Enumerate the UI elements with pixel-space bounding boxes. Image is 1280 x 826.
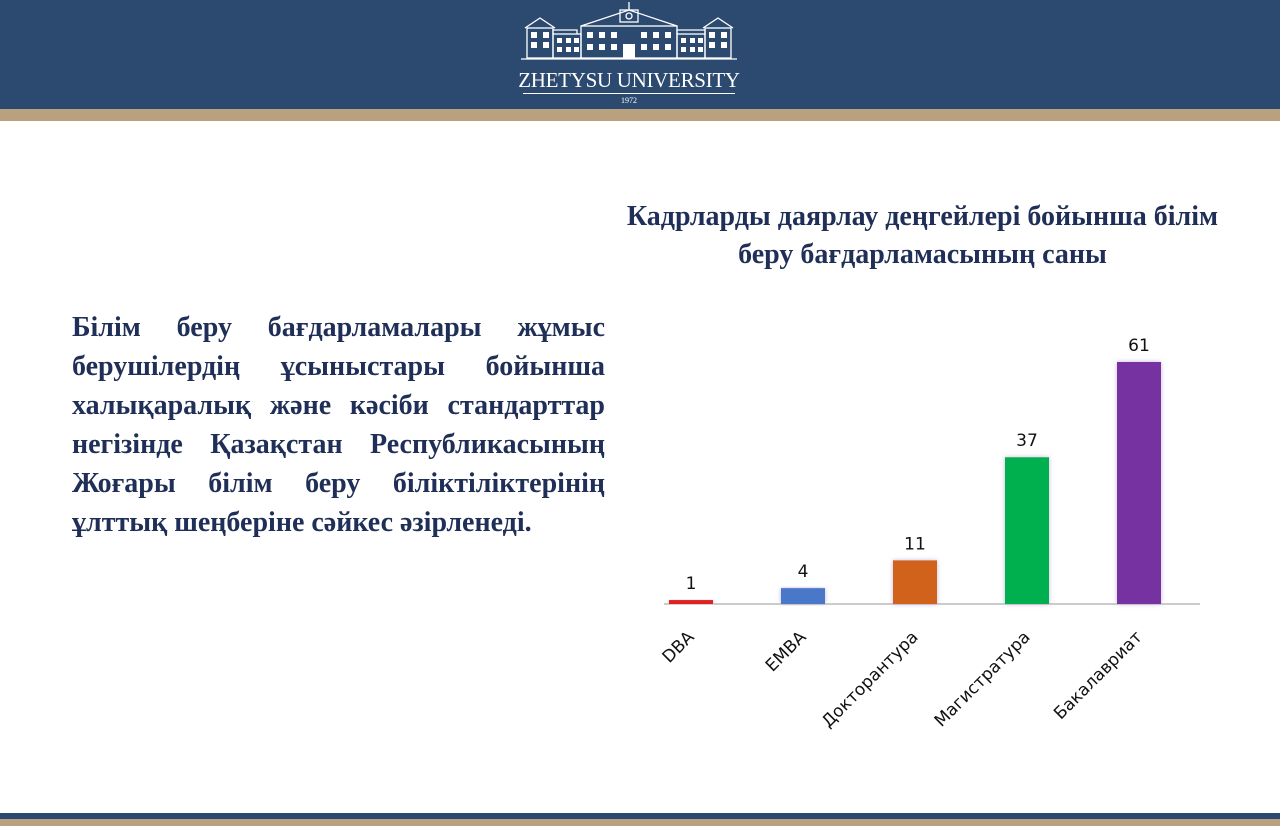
university-name: ZHETYSU UNIVERSITY [518, 68, 740, 92]
x-tick-label-3: Магистратура [930, 627, 1035, 732]
bar-0 [669, 600, 713, 604]
x-tick-label-1: EMBA [761, 627, 811, 676]
bar-1 [781, 588, 825, 604]
chart-title: Кадрларды даярлау деңгейлері бойынша білім беру бағдарламасының саны [626, 201, 1219, 270]
bar-4 [1117, 362, 1161, 604]
x-tick-label-2: Докторантура [818, 627, 923, 732]
bar-3 [1005, 457, 1049, 604]
x-tick-label-0: DBA [658, 627, 699, 668]
data-label-3: 37 [1016, 431, 1038, 452]
university-logo [515, 2, 745, 106]
bar-2 [893, 560, 937, 604]
description-text: Білім беру бағдарламалары жұмыс берушілердің ұсыныстары бойынша халықаралық және кәсіби стандарттар негізінде Қазақстан Республикасының Жоғары білім беру біліктіліктерінің ұлттық шеңберіне сәйкес әзірленеді. [72, 312, 605, 538]
x-tick-label-4: Бакалавриат [1050, 627, 1147, 724]
data-label-0: 1 [685, 574, 697, 595]
header-banner [0, 0, 1280, 109]
data-label-2: 11 [904, 534, 926, 555]
data-label-1: 4 [797, 562, 809, 583]
footer-stripe [0, 819, 1280, 826]
header-stripe [0, 109, 1280, 121]
building-icon [515, 2, 745, 68]
bar-chart [640, 320, 1220, 760]
founded-year: 1972 [621, 96, 637, 105]
logo-divider [523, 93, 735, 94]
data-label-4: 61 [1128, 336, 1150, 356]
